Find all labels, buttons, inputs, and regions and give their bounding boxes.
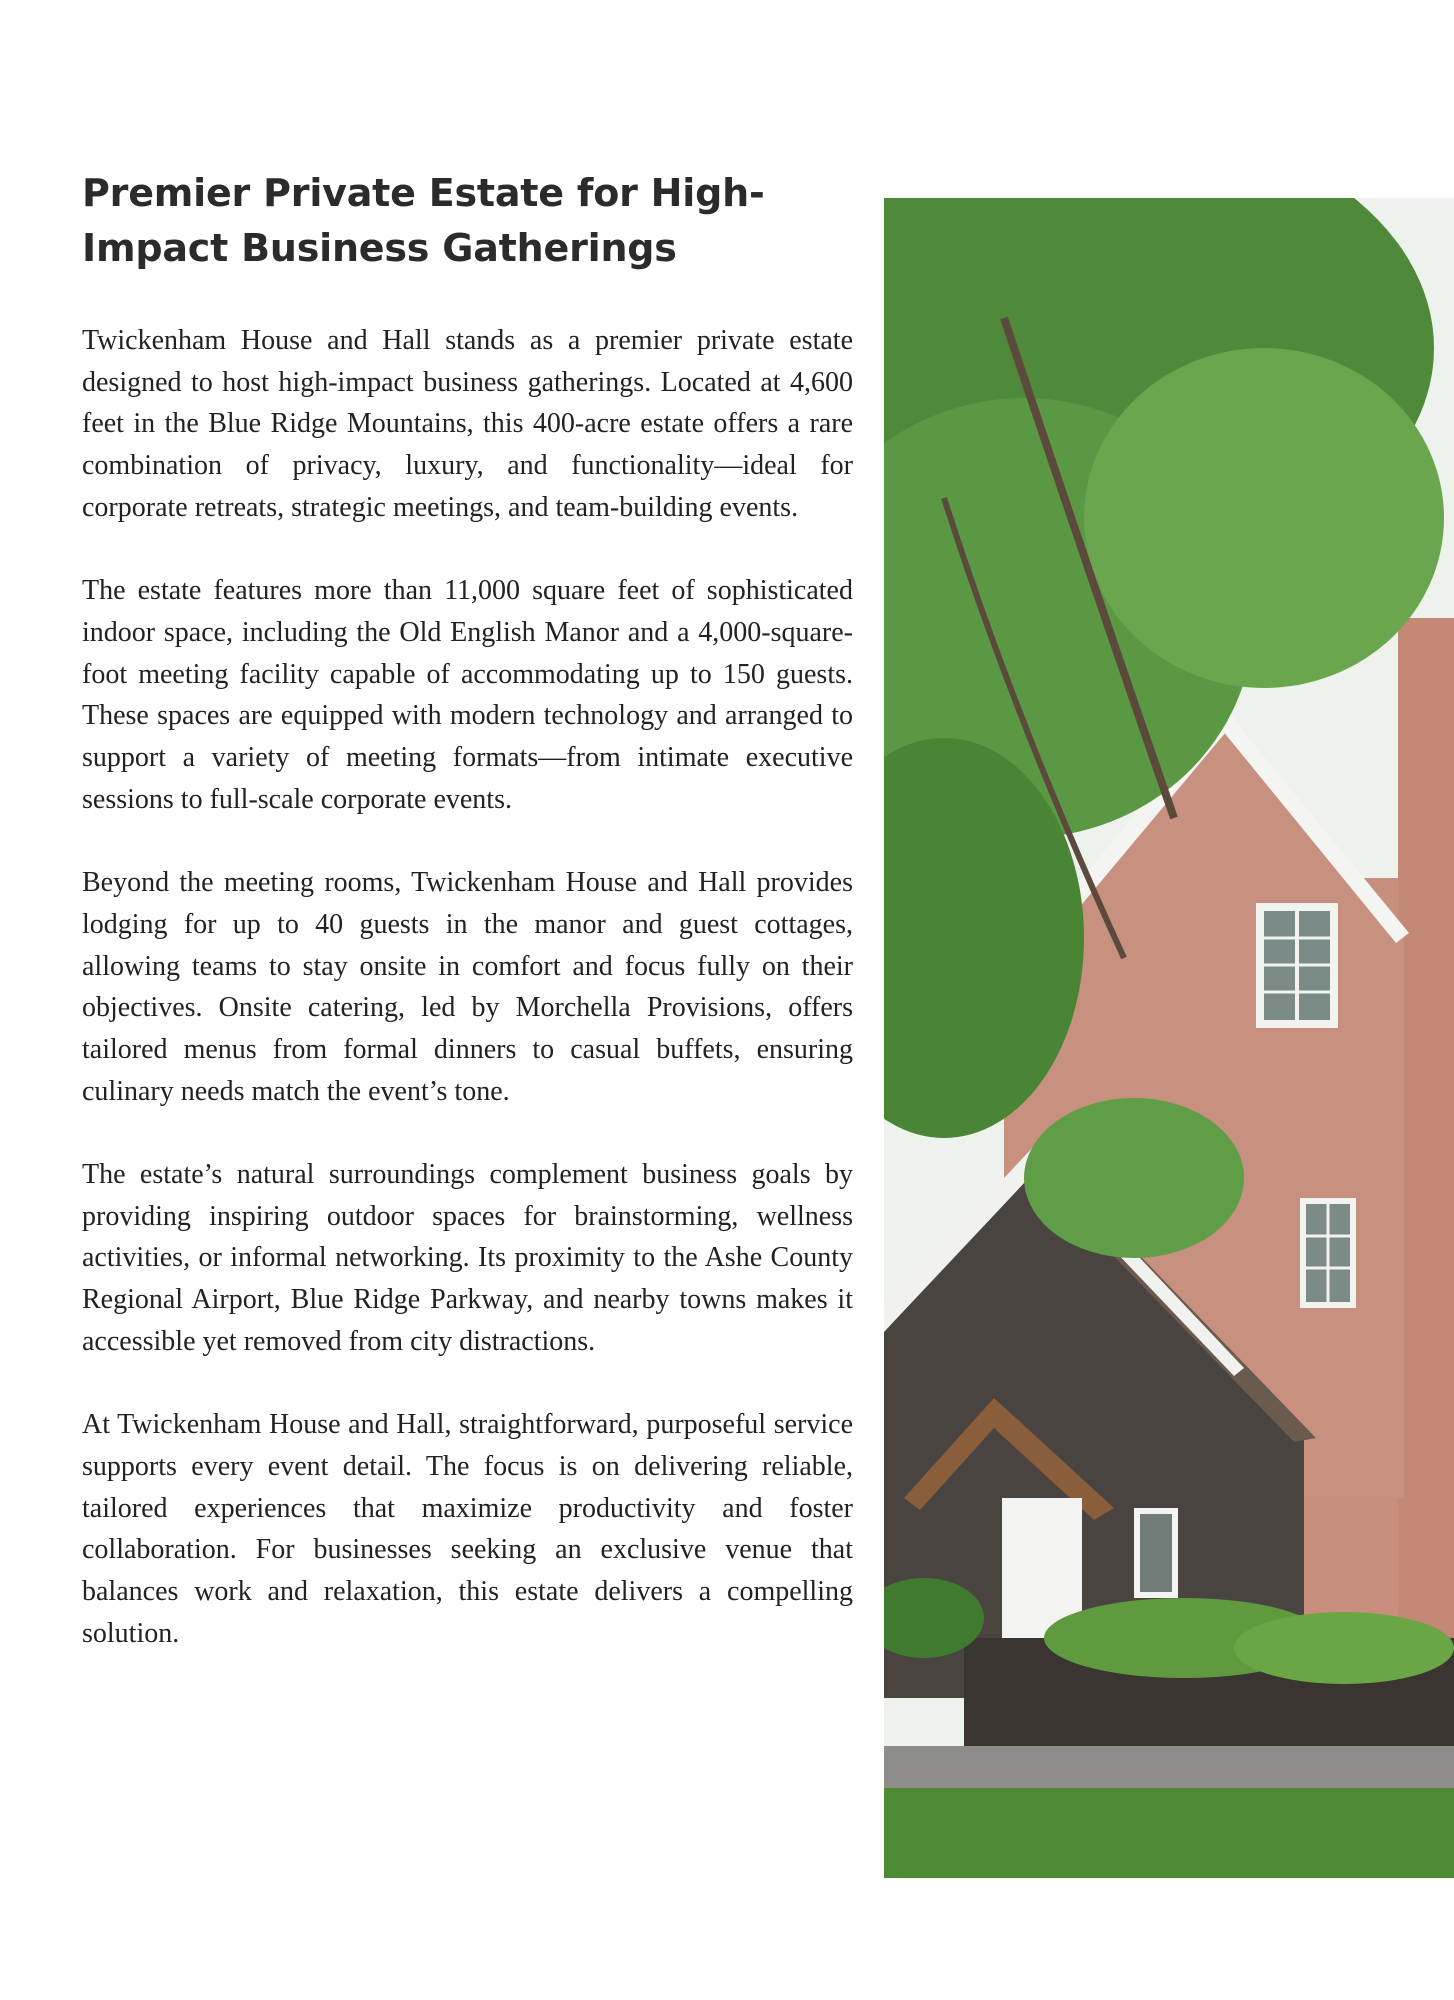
paragraph-intro: Twickenham House and Hall stands as a premier private estate designed to host high-impact business gatherings. Located at 4,600 feet in the Blue Ridge Mountains, this 400-acre estate offers a rare combination of privacy, luxury, and functionality—ideal for corporate retreats, strategic meetings, and team-building events. [82,325,853,523]
shrub-right [1234,1612,1454,1684]
article-column [82,166,853,1696]
paragraph-closing: At Twickenham House and Hall, straightforward, purposeful service supports every event detail. The focus is on delivering reliable, tailored experiences that maximize productivity and foster collaboration. For businesses seeking an exclusive venue that balances work and relaxation, this estate delivers a compelling solution. [82,1409,853,1649]
lawn [884,1788,1454,1878]
paragraph-indoor-space: The estate features more than 11,000 square feet of sophisticated indoor space, including the Old English Manor and a 4,000-square-foot meeting facility capable of accommodating up to 150 guests. These spaces are equipped with modern technology and arranged to support a variety of meeting formats—from intimate executive sessions to full-scale corporate events. [82,575,853,815]
estate-photo [884,198,1454,1878]
tree-branch-foliage [1024,1098,1244,1258]
paragraph-lodging-catering: Beyond the meeting rooms, Twickenham House and Hall provides lodging for up to 40 guests in the manor and guest cottages, allowing teams to stay onsite in comfort and focus fully on their objectives. Onsite catering, led by Morchella Provisions, offers tailored menus from formal dinners to casual buffets, ensuring culinary needs match the event’s tone. [82,867,853,1107]
chimney-tower [1398,618,1454,1778]
driveway [884,1746,1454,1788]
tree-canopy-right [1084,348,1444,688]
page-title: Premier Private Estate for High-Impact Business Gatherings [82,171,765,270]
paragraph-surroundings: The estate’s natural surroundings complement business goals by providing inspiring outdoor spaces for brainstorming, wellness activities, or informal networking. Its proximity to the Ashe County Regional Airport, Blue Ridge Parkway, and nearby towns makes it accessible yet removed from city distractions. [82,1159,853,1357]
estate-illustration [884,198,1454,1878]
